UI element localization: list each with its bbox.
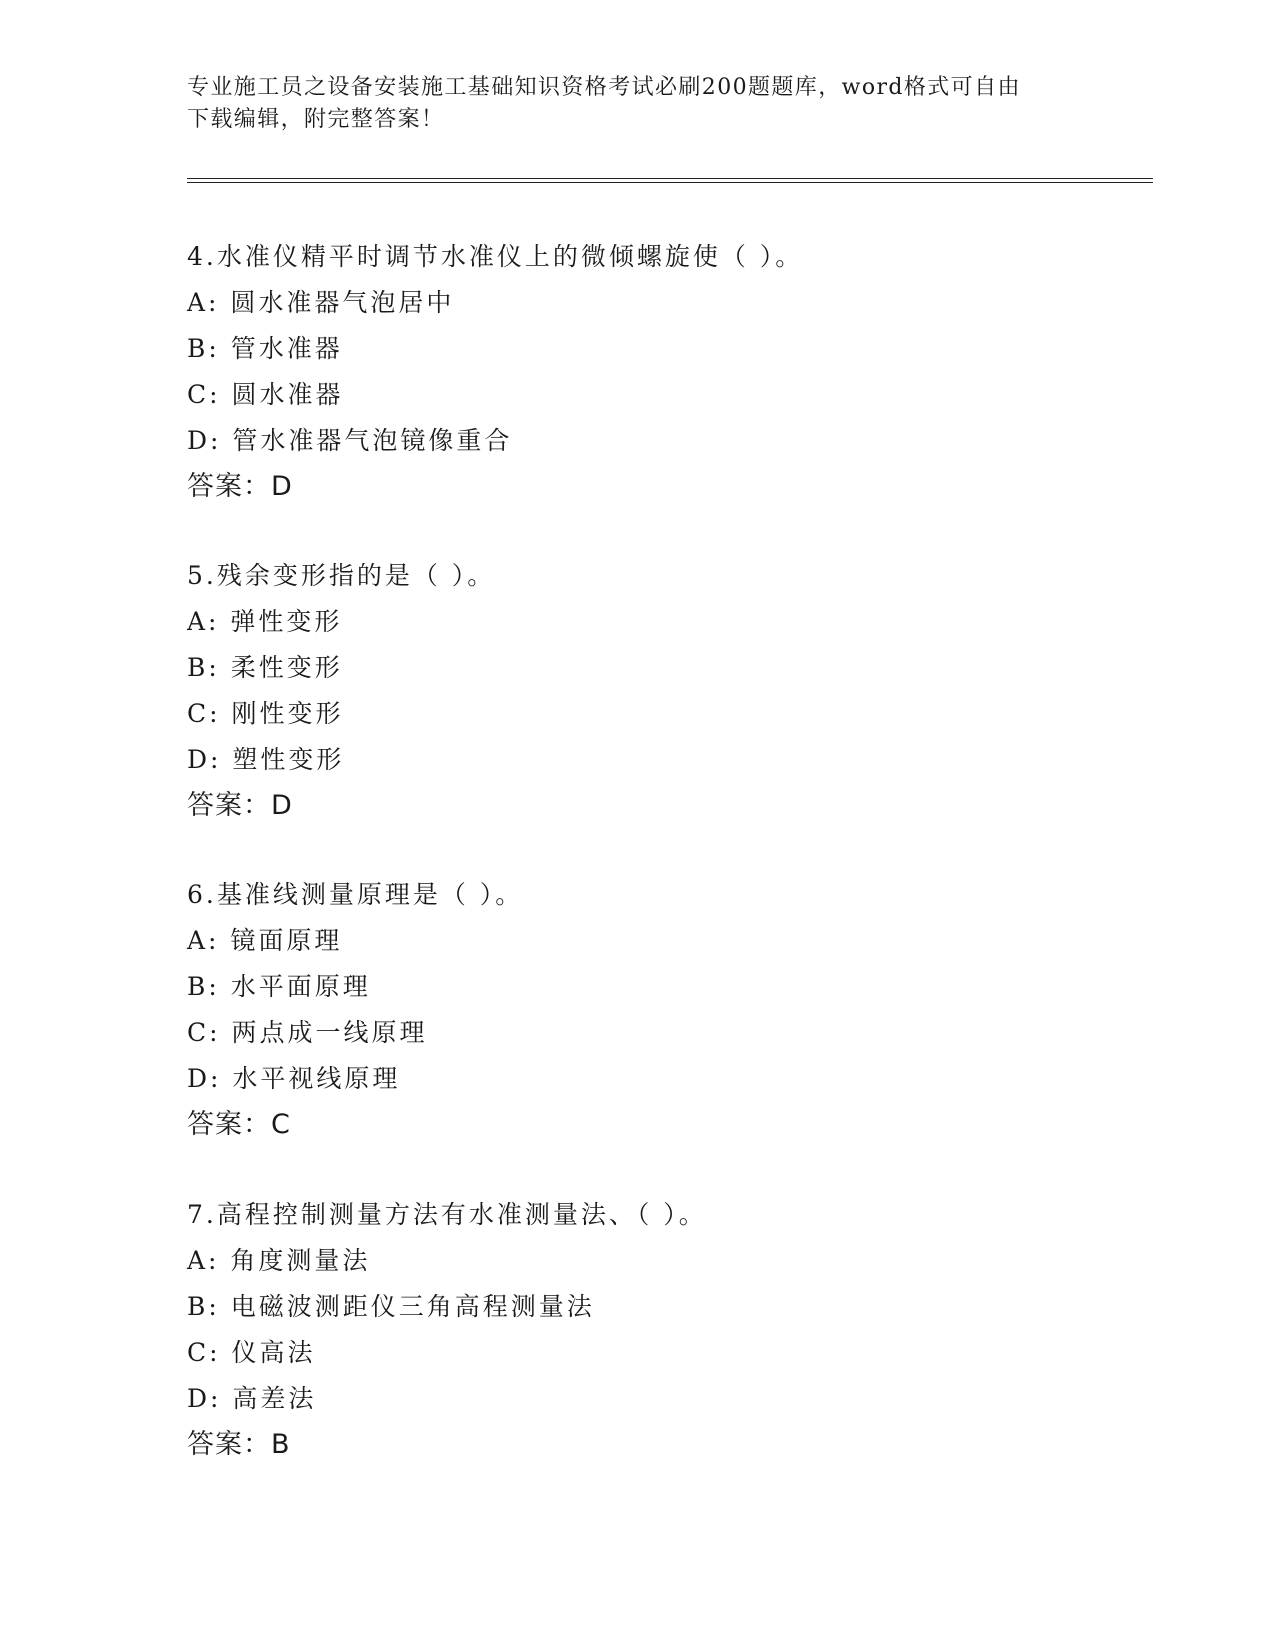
- option-a: A: 圆水准器气泡居中: [187, 288, 455, 317]
- option-b: B: 水平面原理: [187, 972, 371, 1001]
- answer: 答案：B: [187, 1429, 291, 1460]
- option-a: A: 镜面原理: [187, 926, 343, 955]
- question-5: [187, 553, 1137, 829]
- option-d: D: 管水准器气泡镜像重合: [187, 426, 513, 455]
- option-b: B: 电磁波测距仪三角高程测量法: [187, 1292, 595, 1321]
- question-stem: 7.高程控制测量方法有水准测量法、（ ）。: [187, 1200, 707, 1229]
- question-7: [187, 1192, 1137, 1468]
- question-stem: 4.水准仪精平时调节水准仪上的微倾螺旋使（ ）。: [187, 242, 804, 271]
- document-header: [187, 72, 1087, 136]
- question-stem: 6.基准线测量原理是（ ）。: [187, 880, 524, 909]
- option-c: C: 圆水准器: [187, 380, 344, 409]
- option-d: D: 水平视线原理: [187, 1064, 401, 1093]
- header-title-line-1: 专业施工员之设备安装施工基础知识资格考试必刷200题题库，word格式可自由: [187, 75, 1021, 100]
- question-4: [187, 234, 1137, 510]
- question-stem: 5.残余变形指的是（ ）。: [187, 561, 496, 590]
- option-d: D: 塑性变形: [187, 745, 345, 774]
- answer: 答案：D: [187, 790, 293, 821]
- option-a: A: 角度测量法: [187, 1246, 371, 1275]
- answer: 答案：C: [187, 1109, 291, 1140]
- option-c: C: 仪高法: [187, 1338, 316, 1367]
- header-divider-bottom: [187, 182, 1153, 183]
- question-6: [187, 872, 1137, 1148]
- option-c: C: 刚性变形: [187, 699, 344, 728]
- option-d: D: 高差法: [187, 1384, 317, 1413]
- option-b: B: 管水准器: [187, 334, 343, 363]
- option-a: A: 弹性变形: [187, 607, 343, 636]
- header-divider-top: [187, 178, 1153, 179]
- header-title-line-2: 下载编辑，附完整答案！: [187, 107, 445, 132]
- option-b: B: 柔性变形: [187, 653, 343, 682]
- option-c: C: 两点成一线原理: [187, 1018, 428, 1047]
- answer: 答案：D: [187, 471, 293, 502]
